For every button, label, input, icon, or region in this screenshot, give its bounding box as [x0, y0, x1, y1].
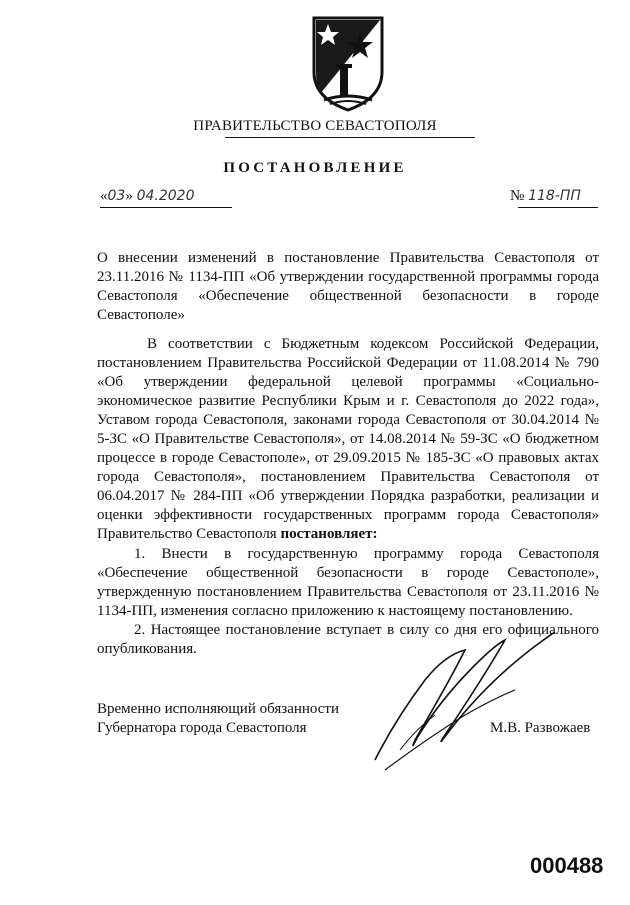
- position-line-2: Губернатора города Севастополя: [97, 720, 307, 736]
- organization-name: ПРАВИТЕЛЬСТВО СЕВАСТОПОЛЯ: [193, 118, 437, 134]
- date-open-quote: «: [100, 188, 108, 204]
- serial-number: 000488: [530, 853, 604, 878]
- preamble: [97, 335, 599, 544]
- date-day: 03: [107, 188, 126, 204]
- resolution-item-2: 2. Настоящее постановление вступает в силу со дня его официального опубликования.: [97, 622, 599, 657]
- preamble-verb: постановляет:: [280, 526, 378, 542]
- document-date: [100, 188, 194, 205]
- coat-of-arms-icon: [310, 14, 386, 112]
- preamble-text: В соответствии с Бюджетным кодексом Российской Федерации, постановлением Правительства Российской Федерации от 11.08.2014 № 790 «Об утверждении федеральной целевой программы «Социально-экономическое развитие Республики Крым и г. Севастополя до 2022 года», Уставом города Севастополя, законами города Севастополя от 30.04.2014 № 5-ЗС «О Правительстве Севастополя», от 14.08.2014 № 59-ЗС «О бюджетном процессе в городе Севастополе», от 29.09.2015 № 185-ЗС «О правовых актах города Севастополя», постановлением Правительства Севастополя от 06.04.2017 № 284-ПП «Об утверждении Порядка разработки, реализации и оценки эффективности государственных программ города Севастополя» Правительство Севастополя: [97, 336, 599, 542]
- header-divider: [225, 137, 475, 138]
- document-subject: [97, 249, 599, 325]
- resolution-item-1: 1. Внести в государственную программу города Севастополя «Обеспечение общественной безопасности в городе Севастополе», утвержденную постановлением Правительства Севастополя от 23.11.2016 № 1134-ПП, изменения согласно приложению к настоящему постановлению.: [97, 546, 599, 619]
- position-line-1: Временно исполняющий обязанности: [97, 701, 340, 717]
- subject-text: О внесении изменений в постановление Правительства Севастополя от 23.11.2016 № 1134-ПП «Об утверждении государственной программы города Севастополя «Обеспечение общественной безопасности в городе Севастополе»: [97, 250, 599, 323]
- number-underline: [518, 207, 598, 208]
- number-value: 118-ПП: [528, 188, 581, 204]
- preamble-paragraph: [97, 335, 599, 544]
- signature-image: [355, 620, 565, 780]
- signatory-position: [97, 700, 339, 738]
- document-type: ПОСТАНОВЛЕНИЕ: [223, 160, 407, 176]
- date-close-quote: »: [125, 188, 133, 204]
- number-prefix: №: [510, 188, 525, 204]
- document-number: [510, 188, 581, 205]
- date-underline: [100, 207, 232, 208]
- date-month-year: 04.2020: [136, 188, 195, 204]
- signatory-name: М.В. Развожаев: [490, 720, 591, 736]
